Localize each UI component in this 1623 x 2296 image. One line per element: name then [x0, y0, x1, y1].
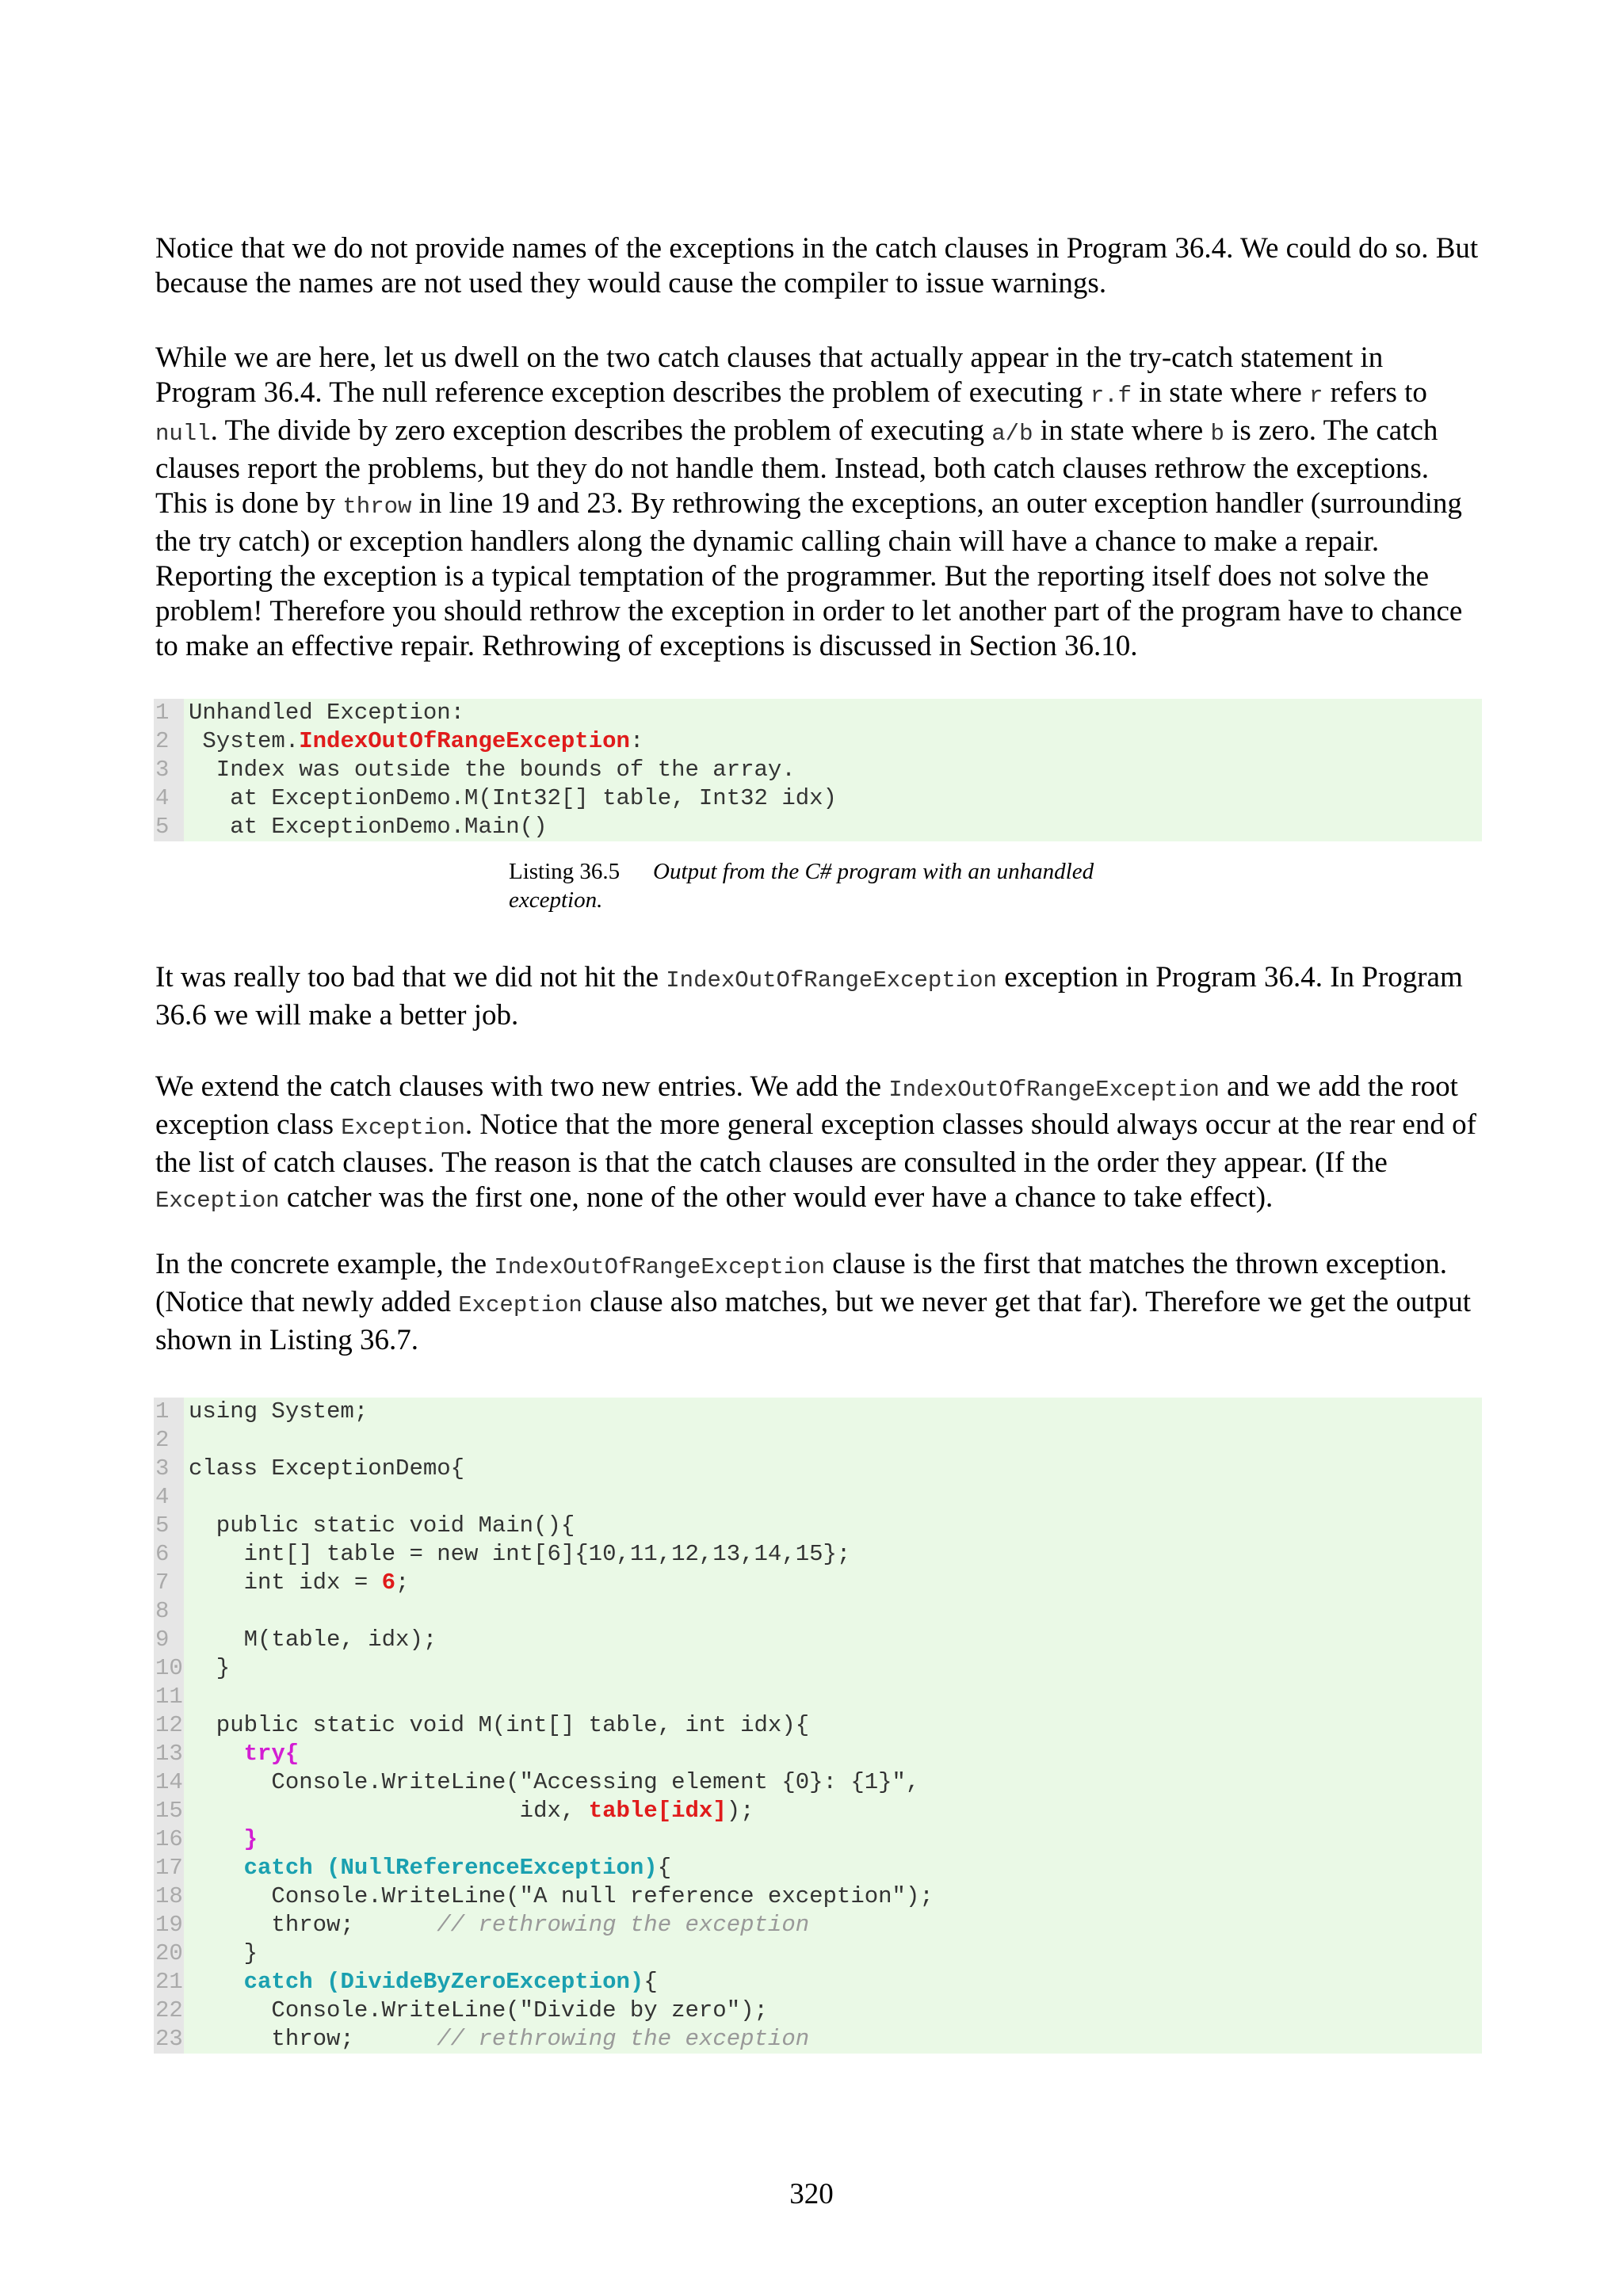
code-line: [154, 813, 1482, 841]
code-text: [189, 1825, 258, 1854]
code-line: [154, 1825, 1482, 1854]
code-text: [189, 1968, 658, 1997]
line-number: 13: [155, 1741, 183, 1767]
inline-code: Exception: [341, 1115, 465, 1141]
code-line: [154, 1740, 1482, 1768]
code-text: [189, 1997, 768, 2025]
code-plain: Console.WriteLine("A null reference exception");: [189, 1883, 934, 1909]
line-number: 6: [155, 1541, 170, 1567]
code-plain: Index was outside the bounds of the array.: [189, 757, 796, 783]
code-text: [189, 1512, 575, 1540]
code-text: [189, 1882, 934, 1911]
code-text: [189, 784, 837, 813]
code-text: [189, 1797, 754, 1825]
code-plain: throw;: [189, 1912, 437, 1938]
line-number: 22: [155, 1997, 183, 2023]
code-text: [189, 1654, 230, 1683]
caption-text: Output from the C# program with an unhandled exception.: [509, 859, 1094, 913]
code-line: [154, 1968, 1482, 1997]
code-keyword-catch: catch (DivideByZeroException): [243, 1969, 644, 1995]
code-plain: public static void M(int[] table, int idx){: [189, 1712, 810, 1738]
paragraph-text: is zero. The catch clauses report the problems, but they do not handle them. Instead, both catch clauses rethrow the exceptions. This is done by: [155, 414, 1438, 520]
inline-code: a/b: [991, 421, 1033, 447]
line-number: 23: [155, 2026, 183, 2052]
line-number: 10: [155, 1655, 183, 1681]
code-line: [154, 1882, 1482, 1911]
code-listing-program: [154, 1398, 1482, 2054]
inline-code: r: [1309, 383, 1323, 409]
inline-code: IndexOutOfRangeException: [494, 1254, 826, 1280]
code-line: [154, 1540, 1482, 1569]
line-number: 7: [155, 1569, 170, 1596]
paragraph-text: While we are here, let us dwell on the two catch clauses that actually appear in the try-catch statement in Program 36.4. The null reference exception describes the problem of executing: [155, 341, 1384, 409]
paragraph-text: clause also matches, but we never get that far). Therefore we get the output shown in Listing 36.7.: [155, 1286, 1472, 1356]
code-plain: int idx =: [189, 1569, 382, 1596]
paragraph-text: . Notice that the more general exception classes should always occur at the rear end of the list of catch clauses. The reason is that the catch clauses are consulted in the order they appear. (If the: [155, 1108, 1476, 1179]
code-listing-output: [154, 699, 1482, 841]
paragraph-extend-catch: [155, 1070, 1487, 1219]
code-text: [189, 1768, 919, 1797]
line-number: 3: [155, 757, 170, 783]
code-plain: [189, 1969, 244, 1995]
paragraph-text: It was really too bad that we did not hit the: [155, 961, 666, 994]
code-plain: {: [643, 1969, 658, 1995]
paragraph-text: . The divide by zero exception describes the problem of executing: [210, 414, 992, 447]
code-line: [154, 1654, 1482, 1683]
line-number: 14: [155, 1769, 183, 1795]
code-line: [154, 727, 1482, 756]
paragraph-names-of-exceptions: [155, 231, 1487, 301]
paragraph-text: We extend the catch clauses with two new entries. We add the: [155, 1070, 889, 1103]
paragraph-text: in state where: [1132, 376, 1310, 409]
code-plain: Unhandled Exception:: [189, 700, 465, 726]
code-plain: at ExceptionDemo.M(Int32[] table, Int32 idx): [189, 785, 837, 811]
code-plain: [189, 1741, 244, 1767]
code-line: [154, 1768, 1482, 1797]
line-number: 4: [155, 785, 170, 811]
paragraph-text: Notice that we do not provide names of the exceptions in the catch clauses in Program 36.4. We could do so. But because the names are not used they would cause the compiler to issue warnings.: [155, 232, 1479, 299]
paragraph-text: in line 19 and 23. By rethrowing the exceptions, an outer exception handler (surrounding the try catch) or exception handlers along the dynamic calling chain will have a chance to make a repair. Reporting the exception is a typical temptation of the programmer. But the reporting itself does not solve the problem! Therefore you should rethrow the exception in order to let another part of the program have to chance to make an effective repair. Rethrowing of exceptions is discussed in Section 36.10.: [155, 487, 1463, 662]
code-plain: at ExceptionDemo.Main(): [189, 814, 548, 840]
code-plain: Console.WriteLine("Divide by zero");: [189, 1997, 768, 2023]
code-line: [154, 1512, 1482, 1540]
line-number: 8: [155, 1598, 170, 1624]
inline-code: IndexOutOfRangeException: [666, 967, 997, 994]
code-plain: {: [657, 1855, 672, 1881]
code-plain: public static void Main(){: [189, 1512, 575, 1539]
paragraph-text: In the concrete example, the: [155, 1248, 495, 1280]
line-number: 20: [155, 1940, 183, 1966]
line-number: 17: [155, 1855, 183, 1881]
caption-number: Listing 36.5: [509, 859, 621, 884]
code-line: [154, 756, 1482, 784]
code-plain: idx,: [189, 1798, 589, 1824]
code-highlight: IndexOutOfRangeException: [299, 728, 630, 754]
paragraph-too-bad: [155, 960, 1487, 1033]
paragraph-catch-clauses: [155, 341, 1487, 664]
code-text: [189, 813, 547, 841]
line-number: 2: [155, 728, 170, 754]
code-text: [189, 1398, 368, 1426]
line-number: 11: [155, 1684, 183, 1710]
code-text: [189, 756, 796, 784]
code-text: [189, 1626, 437, 1654]
paragraph-text: catcher was the first one, none of the other would ever have a chance to take effect).: [279, 1181, 1274, 1214]
code-line: [154, 1911, 1482, 1939]
paragraph-text: and we add the root exception class: [155, 1070, 1458, 1141]
paragraph-text: refers to: [1323, 376, 1427, 409]
line-number: 1: [155, 700, 170, 726]
code-text: [189, 1740, 299, 1768]
line-number: 9: [155, 1627, 170, 1653]
code-text: [189, 1939, 258, 1968]
line-number: 15: [155, 1798, 183, 1824]
code-plain: ;: [395, 1569, 410, 1596]
code-line: [154, 1626, 1482, 1654]
code-line: [154, 1426, 1482, 1455]
code-line: [154, 1483, 1482, 1512]
inline-code: Exception: [155, 1188, 280, 1214]
line-number: 1: [155, 1398, 170, 1425]
line-number: 4: [155, 1484, 170, 1510]
code-plain: [189, 1855, 244, 1881]
line-number: 19: [155, 1912, 183, 1938]
code-plain: throw;: [189, 2026, 437, 2052]
code-plain: [189, 1826, 244, 1852]
code-line: [154, 1997, 1482, 2025]
line-number: 12: [155, 1712, 183, 1738]
line-number: 21: [155, 1969, 183, 1995]
line-number: 5: [155, 814, 170, 840]
code-line: [154, 1683, 1482, 1711]
code-plain: :: [629, 728, 644, 754]
code-text: [189, 727, 643, 756]
code-keyword-catch: catch (NullReferenceException): [243, 1855, 658, 1881]
code-line: [154, 699, 1482, 727]
code-plain: );: [726, 1798, 754, 1824]
code-line: [154, 1398, 1482, 1426]
line-number: 18: [155, 1883, 183, 1909]
code-text: [189, 1911, 809, 1939]
code-text: [189, 1711, 809, 1740]
inline-code: throw: [342, 494, 412, 520]
code-line: [154, 1854, 1482, 1882]
code-line: [154, 784, 1482, 813]
code-comment: // rethrowing the exception: [437, 1912, 810, 1938]
listing-caption: [509, 857, 1159, 914]
code-highlight: table[idx]: [588, 1798, 727, 1824]
code-text: [189, 699, 464, 727]
code-text: [189, 2025, 809, 2054]
code-plain: M(table, idx);: [189, 1627, 437, 1653]
code-line: [154, 1939, 1482, 1968]
code-plain: }: [189, 1940, 258, 1966]
inline-code: Exception: [458, 1292, 582, 1318]
page-number: 320: [789, 2178, 834, 2210]
line-number: 2: [155, 1427, 170, 1453]
inline-code: r.f: [1090, 383, 1132, 409]
code-text: [189, 1540, 850, 1569]
code-plain: System.: [189, 728, 300, 754]
code-highlight: 6: [381, 1569, 396, 1596]
code-plain: class ExceptionDemo{: [189, 1455, 465, 1482]
code-keyword-try: }: [243, 1826, 258, 1852]
code-line: [154, 1597, 1482, 1626]
line-number: 3: [155, 1455, 170, 1482]
paragraph-concrete-example: [155, 1247, 1487, 1358]
code-text: [189, 1569, 409, 1597]
code-plain: int[] table = new int[6]{10,11,12,13,14,15};: [189, 1541, 851, 1567]
code-plain: Console.WriteLine("Accessing element {0}: {1}",: [189, 1769, 920, 1795]
code-keyword-try: try{: [243, 1741, 300, 1767]
code-text: [189, 1455, 464, 1483]
code-line: [154, 2025, 1482, 2054]
code-line: [154, 1455, 1482, 1483]
code-plain: }: [189, 1655, 231, 1681]
code-comment: // rethrowing the exception: [437, 2026, 810, 2052]
inline-code: b: [1210, 421, 1224, 447]
code-line: [154, 1711, 1482, 1740]
paragraph-text: in state where: [1033, 414, 1211, 447]
paragraph-text: exception in Program 36.4. In Program 36.6 we will make a better job.: [155, 961, 1463, 1032]
code-line: [154, 1797, 1482, 1825]
code-plain: using System;: [189, 1398, 369, 1425]
line-number: 16: [155, 1826, 183, 1852]
line-number: 5: [155, 1512, 170, 1539]
paragraph-text: clause is the first that matches the thrown exception. (Notice that newly added: [155, 1248, 1448, 1318]
code-line: [154, 1569, 1482, 1597]
inline-code: null: [155, 421, 211, 447]
code-text: [189, 1854, 671, 1882]
inline-code: IndexOutOfRangeException: [888, 1077, 1220, 1103]
